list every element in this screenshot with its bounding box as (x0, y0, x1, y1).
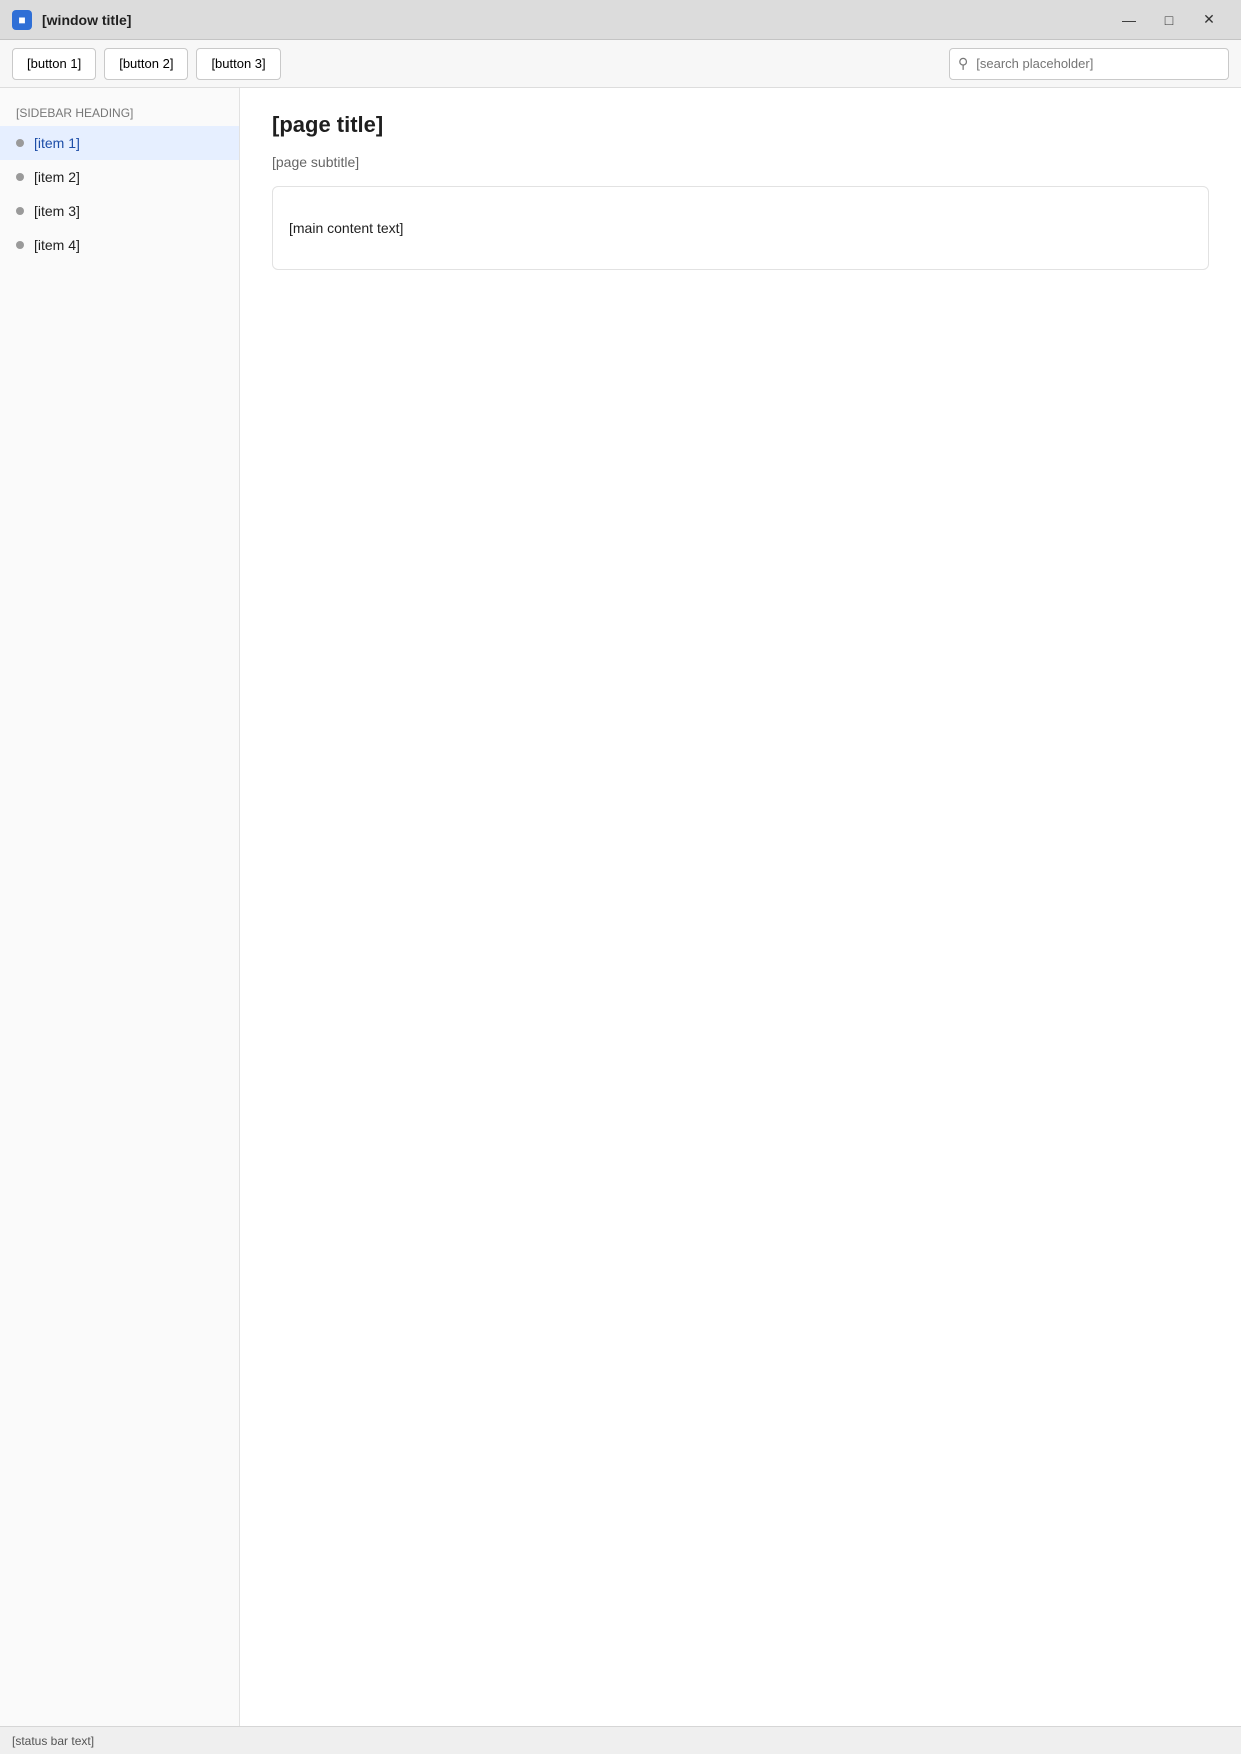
toolbar-button-3[interactable]: [button 3] (196, 48, 280, 80)
sidebar-item-1[interactable] (0, 126, 239, 160)
window-title: [window title] (42, 11, 132, 28)
maximize-icon[interactable]: □ (1164, 11, 1174, 28)
toolbar (0, 40, 1241, 88)
sidebar-heading: [SIDEBAR HEADING] (16, 106, 134, 120)
bullet-icon (16, 207, 24, 215)
content (240, 88, 1241, 1726)
toolbar-button-2[interactable]: [button 2] (104, 48, 188, 80)
title-bar (0, 0, 1241, 40)
search-input[interactable] (974, 55, 1220, 72)
sidebar-item-label: [item 1] (34, 135, 80, 151)
sidebar-item-4[interactable] (0, 228, 239, 262)
page-title: [page title] (272, 112, 384, 137)
sidebar-item-label: [item 2] (34, 169, 80, 185)
search-icon: ⚲ (958, 55, 969, 71)
sidebar-item-label: [item 3] (34, 203, 80, 219)
bullet-icon (16, 139, 24, 147)
toolbar-button-1[interactable]: [button 1] (12, 48, 96, 80)
status-text: [status bar text] (12, 1733, 95, 1748)
sidebar-item-label: [item 4] (34, 237, 80, 253)
bullet-icon (16, 241, 24, 249)
main-area (0, 88, 1241, 1726)
sidebar (0, 88, 240, 1726)
sidebar-item-3[interactable] (0, 194, 239, 228)
content-panel (272, 186, 1209, 270)
status-bar (0, 1726, 1241, 1754)
content-body: [main content text] (289, 220, 404, 236)
minimize-icon[interactable]: — (1122, 11, 1136, 28)
bullet-icon (16, 173, 24, 181)
app-icon: ■ (12, 10, 32, 30)
close-icon[interactable]: ✕ (1203, 11, 1215, 27)
search-box (949, 48, 1229, 80)
sidebar-item-2[interactable] (0, 160, 239, 194)
page-subtitle: [page subtitle] (272, 154, 360, 170)
